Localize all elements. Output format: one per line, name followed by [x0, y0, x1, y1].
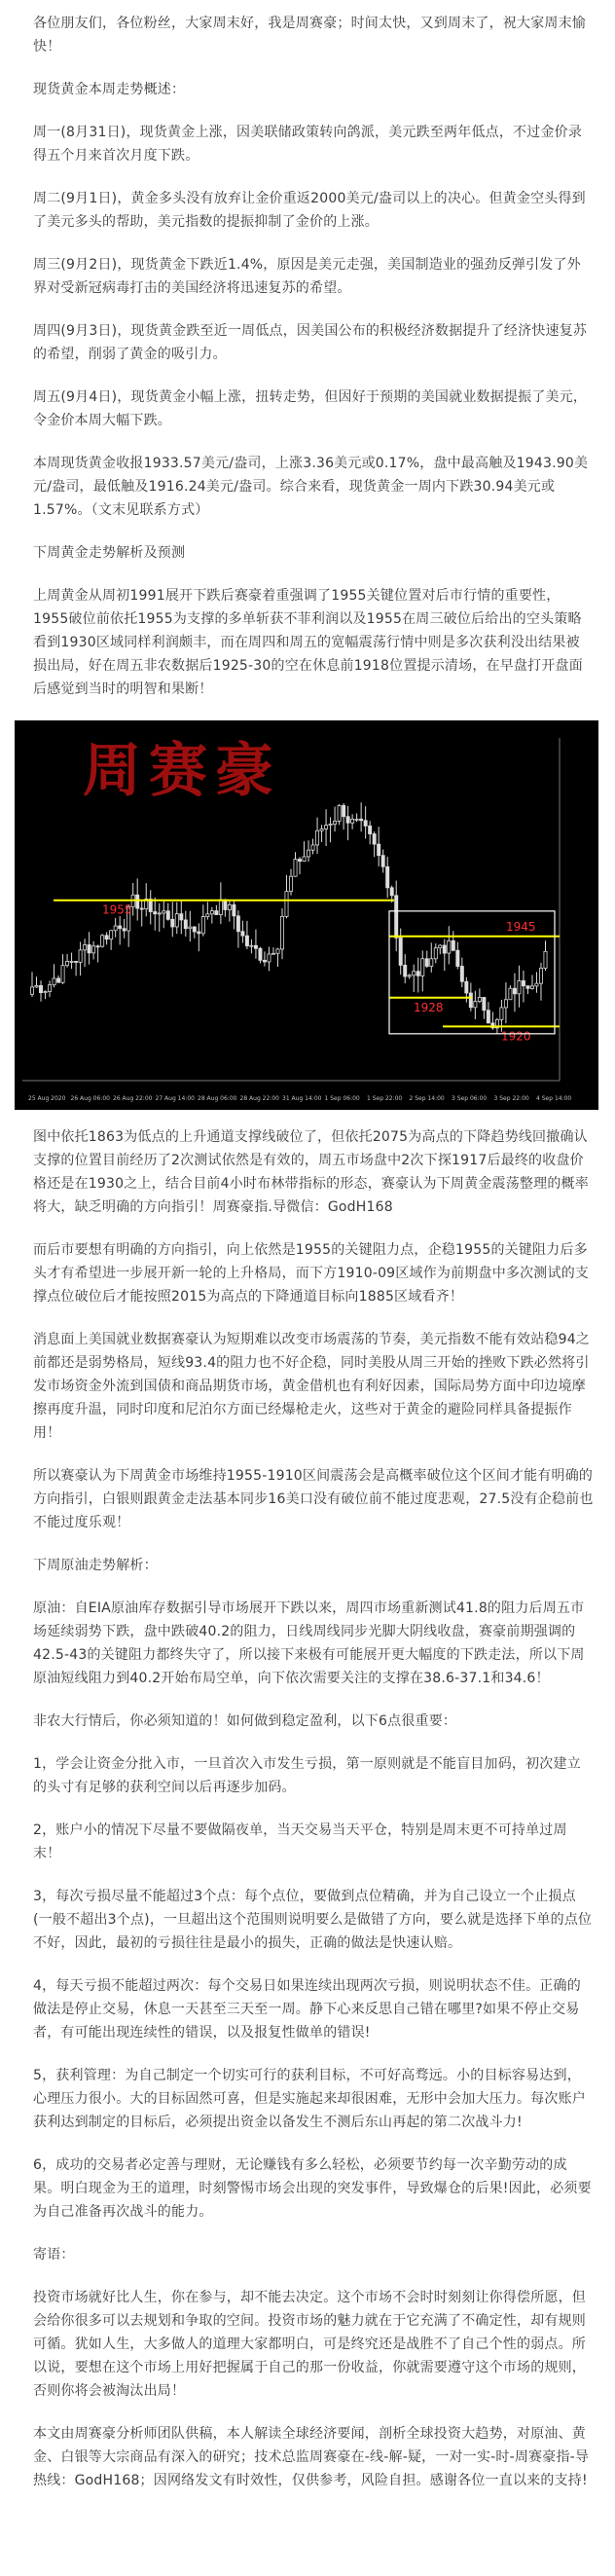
- article-paragraph: 消息面上美国就业数据赛豪认为短期难以改变市场震荡的节奏，美元指数不能有效站稳94之前都还是弱势格局，短线93.4的阻力也不好企稳，同时美股从周三开始的挫败下跌必然将引发市场资金外流到国债和商品期货市场，黄金借机也有利好因素，国际局势方面中印边境摩擦再度升温，同时印度和尼泊尔方面已经爆枪走火，这些对于黄金的避险同样具备提振作用！: [33, 1332, 591, 1441]
- candle-body: [276, 949, 279, 953]
- candle-body: [430, 959, 433, 967]
- article-paragraph: 寄语：: [33, 2247, 75, 2263]
- candle-body: [228, 904, 231, 909]
- article-bottom-section: [33, 1125, 594, 2492]
- article-paragraph: 本文由周赛豪分析师团队供稿，本人解读全球经济要闻，剖析全球投资大趋势，对原油、黄金、白银等大宗商品有深入的研究；技术总监周赛豪在-线-解-疑，一对一实-时-周赛豪指-导热线：GodH168；因网络发文有时效性，仅供参考，风险自担。感谢各位一直以来的支持!: [33, 2426, 590, 2488]
- candle-body: [343, 805, 345, 816]
- x-tick-label: 3 Sep 22:00: [493, 1095, 529, 1102]
- candle-body: [79, 950, 82, 962]
- candle-body: [206, 914, 209, 917]
- candle-body: [53, 978, 55, 985]
- candle-body: [285, 892, 288, 917]
- article-paragraph: 6，成功的交易者必定善与理财，无论赚钱有多么轻松，必须要节约每一次辛勤劳动的成果。明白现金为王的道理，时刻警惕市场会出现的突发事件，导致爆仓的后果!因此，必须要为自己准备再次战斗的能力。: [33, 2157, 592, 2220]
- candle-body: [346, 817, 349, 823]
- candle-body: [373, 834, 376, 845]
- article-paragraph: 原油：自EIA原油库存数据引导市场展开下跌以来，周四市场重新测试41.8的阻力后周五市场延续弱势下跌，盘中跌破40.2的阻力，日线周线同步光脚大阴线收盘，赛豪前期强调的42.5-43的关键阻力都终失守了，所以接下来极有可能展开更大幅度的下跌走法，所以下周原油短线阻力到40.2开始布局空单，向下依次需要关注的支撑在38.6-37.1和34.6！: [33, 1601, 585, 1686]
- article-paragraph: 非农大行情后，你必须知道的！如何做到稳定盈利，以下6点很重要：: [33, 1713, 457, 1729]
- article-paragraph: 上周黄金从周初1991展开下跌后赛豪着重强调了1955关键位置对后市行情的重要性，1955破位前依托1955为支撑的多单斩获不菲利润以及1955在周三破位后给出的空头策略看到1930区域同样利润颇丰，而在周四和周五的宽幅震荡行情中则是多次获利没出结果被损出局，好在周五非农数据后1925-30的空在休息前1918位置提示清场，在早盘打开盘面后感觉到当时的明智和果断！: [33, 588, 583, 697]
- candle-body: [303, 857, 306, 862]
- level-label-1945: 1945: [506, 919, 536, 934]
- candle-body: [163, 911, 165, 913]
- candle-body: [448, 940, 451, 953]
- level-label-1920: 1920: [501, 1029, 531, 1044]
- candle-body: [399, 938, 402, 965]
- candle-body: [92, 946, 95, 953]
- article-paragraph: 5，获利管理：为自己制定一个切实可行的获利目标，不可好高骛远。小的目标容易达到，心理压力很小。大的目标固然可喜，但是实施起来却很困难，无形中会加大压力。每次账户获利达到制定的目标后，必须提出资金以备发生不测后东山再起的第二次战斗力!: [33, 2068, 586, 2130]
- candle-body: [522, 980, 525, 985]
- candle-body: [390, 888, 393, 896]
- candle-body: [307, 850, 309, 857]
- candle-body: [61, 966, 64, 983]
- candle-body: [48, 985, 51, 992]
- candle-body: [381, 856, 384, 867]
- x-tick-label: 1 Sep 06:00: [324, 1095, 360, 1102]
- candle-body: [280, 916, 283, 949]
- article-paragraph: 周四(9月3日)，现货黄金跌至近一周低点，因美国公布的积极经济数据提升了经济快速复苏的希望，削弱了黄金的吸引力。: [33, 323, 588, 362]
- candle-body: [136, 895, 139, 908]
- x-tick-label: 4 Sep 14:00: [536, 1095, 572, 1102]
- candle-body: [425, 959, 428, 967]
- candle-body: [44, 992, 47, 993]
- article-paragraph: 图中依托1863为低点的上升通道支撑线破位了，但依托2075为高点的下降趋势线回撤确认支撑的位置目前经历了2次测试依然是有效的，周五市场盘中2次下探1917后最终的收盘价格还是在1930之上，结合目前4小时布林带指标的形态，赛豪认为下周黄金震荡整理的概率将大，缺乏明确的方向指引！周赛豪指.导微信：GodH168: [33, 1129, 589, 1215]
- candle-body: [351, 819, 354, 823]
- candle-body: [289, 876, 292, 891]
- candle-body: [469, 993, 472, 1008]
- candle-body: [65, 961, 68, 965]
- candle-body: [338, 805, 341, 821]
- candle-body: [210, 911, 213, 914]
- article-paragraph: 而后市要想有明确的方向指引，向上依然是1955的关键阻力点，企稳1955的关键阻力后多头才有希望进一步展开新一轮的上升格局，而下方1910-09区域作为前期盘中多次测试的支撑点位破位后才能按照2015为高点的下降通道目标向1885区域看齐！: [33, 1242, 590, 1305]
- article-paragraph: 现货黄金本周走势概述：: [33, 82, 186, 97]
- candle-body: [119, 926, 122, 929]
- candle-body: [171, 919, 174, 927]
- candle-body: [198, 932, 200, 934]
- candle-body: [408, 975, 411, 976]
- candle-body: [509, 988, 512, 1000]
- candle-body: [474, 1002, 477, 1008]
- x-tick-label: 25 Aug 2020: [28, 1095, 66, 1102]
- gold-price-chart: [15, 720, 598, 1110]
- candle-body: [241, 932, 244, 936]
- candle-body: [158, 913, 161, 914]
- candle-body: [443, 945, 446, 953]
- candle-body: [215, 911, 218, 915]
- candle-body: [483, 997, 486, 1010]
- article-paragraph: 本周现货黄金收报1933.57美元/盎司，上涨3.36美元或0.17%，盘中最高触及1943.90美元/盎司，最低触及1916.24美元/盎司。综合来看，现货黄金一周内下跌30.94美元或1.57%。（文末见联系方式）: [33, 456, 589, 518]
- article-paragraph: 下周黄金走势解析及预测: [33, 545, 186, 561]
- candle-body: [364, 821, 367, 827]
- candle-body: [96, 946, 99, 947]
- candle-body: [154, 911, 157, 913]
- candle-body: [254, 945, 257, 948]
- candle-body: [513, 988, 516, 994]
- candle-body: [123, 929, 126, 931]
- candle-body: [201, 917, 204, 934]
- candle-body: [294, 860, 297, 877]
- candle-body: [518, 980, 521, 993]
- level-label-1955: 1955: [102, 902, 132, 917]
- candle-body: [219, 900, 222, 914]
- candle-body: [487, 1011, 489, 1023]
- candle-body: [535, 983, 538, 986]
- candle-body: [298, 860, 301, 862]
- candle-body: [250, 945, 253, 946]
- candle-body: [140, 908, 143, 909]
- candle-body: [421, 959, 424, 976]
- article-paragraph: 周五(9月4日)，现货黄金小幅上涨，扭转走势，但因好于预期的美国就业数据提振了美元，令金价本周大幅下跌。: [33, 389, 588, 428]
- candle-body: [245, 936, 248, 945]
- candle-body: [268, 954, 271, 962]
- candle-body: [236, 916, 239, 932]
- candle-body: [378, 844, 380, 856]
- candle-body: [360, 819, 363, 820]
- candle-body: [395, 896, 398, 938]
- candle-body: [175, 914, 178, 927]
- candle-body: [539, 969, 542, 984]
- candle-body: [329, 825, 332, 826]
- candle-body: [452, 940, 454, 950]
- x-tick-label: 2 Sep 14:00: [409, 1095, 445, 1102]
- candle-body: [311, 845, 314, 850]
- x-tick-label: 31 Aug 14:00: [282, 1095, 322, 1102]
- candle-body: [386, 866, 389, 888]
- candle-body: [434, 948, 437, 959]
- candle-body: [110, 931, 113, 939]
- candle-body: [180, 914, 183, 920]
- x-tick-label: 28 Aug 22:00: [239, 1095, 279, 1102]
- level-label-1928: 1928: [414, 1000, 444, 1014]
- candle-body: [315, 830, 318, 845]
- x-tick-label: 27 Aug 14:00: [155, 1095, 195, 1102]
- candle-body: [70, 961, 73, 962]
- x-tick-label: 26 Aug 06:00: [70, 1095, 110, 1102]
- article-paragraph: 2，账户小的情况下尽量不要做隔夜单，当天交易当天平仓，特别是周末更不可持单过周末！: [33, 1822, 567, 1861]
- candle-body: [114, 926, 117, 931]
- candle-body: [75, 961, 78, 962]
- candle-body: [404, 965, 407, 976]
- candle-body: [478, 997, 481, 1001]
- candle-body: [35, 985, 38, 986]
- candle-body: [456, 950, 459, 966]
- candle-body: [101, 936, 104, 946]
- article-paragraph: 周一(8月31日)，现货黄金上涨，因美联储政策转向鸽派，美元跌至两年低点，不过金价录得五个月来首次月度下跌。: [33, 125, 583, 164]
- article-paragraph: 下周原油走势解析：: [33, 1558, 158, 1573]
- candle-body: [526, 986, 529, 989]
- candle-body: [166, 911, 169, 920]
- article-paragraph: 3，每次亏损尽量不能超过3个点：每个点位，要做到点位精确，并为自己设立一个止损点(一般不超出3个点)，一旦超出这个范围则说明要么是做错了方向，要么就是选择下单的点位不好，因此，最初的亏损往往是最小的损失，正确的做法是快速认赔。: [33, 1889, 593, 1951]
- candle-body: [193, 927, 196, 932]
- candle-body: [320, 828, 323, 830]
- candle-body: [105, 936, 108, 939]
- candle-body: [460, 967, 463, 982]
- candle-body: [413, 972, 416, 975]
- candle-body: [30, 987, 33, 994]
- candle-body: [324, 826, 327, 829]
- chart-watermark: 周赛豪: [83, 737, 281, 805]
- candle-body: [84, 945, 87, 950]
- article-paragraph: 1，学会让资金分批入市，一旦首次入市发生亏损，第一原则就是不能盲目加码，初次建立的头寸有足够的获利空间以后再逐步加码。: [33, 1756, 581, 1795]
- candle-body: [500, 1008, 503, 1019]
- x-tick-label: 3 Sep 06:00: [452, 1095, 488, 1102]
- candle-body: [530, 986, 533, 988]
- candle-body: [88, 945, 90, 953]
- article-paragraph: 投资市场就好比人生，你在参与，却不能去决定。这个市场不会时时刻刻让你得偿所愿，但会给你很多可以去规划和争取的空间。投资市场的魅力就在于它充满了不确定性，却有规则可循。犹如人生，大多做人的道理大家都明白，可是终究还是战胜不了自己个性的弱点。所以说，要想在这个市场上用好把握属于自己的那一份收益，你就需要遵守这个市场的规则，否则你将会被淘汰出局！: [33, 2290, 586, 2399]
- candle-body: [544, 951, 547, 968]
- article-top-section: [33, 12, 594, 701]
- candle-body: [334, 821, 337, 824]
- candle-body: [465, 981, 468, 993]
- article-paragraph: 周二(9月1日)，黄金多头没有放弃让金价重返2000美元/盎司以上的决心。但黄金空头得到了美元多头的帮助，美元指数的提振抑制了金价的上涨。: [33, 191, 586, 230]
- candle-body: [184, 920, 187, 929]
- candle-body: [263, 960, 266, 962]
- article-paragraph: 各位朋友们，各位粉丝，大家周末好，我是周赛豪；时间太快，又到周末了，祝大家周末愉快！: [33, 16, 586, 55]
- candle-body: [189, 927, 192, 929]
- article-paragraph: 周三(9月2日)，现货黄金下跌近1.4%，原因是美元走强，美国制造业的强劲反弹引发了外界对受新冠病毒打击的美国经济将迅速复苏的希望。: [33, 257, 581, 296]
- candle-body: [416, 972, 419, 976]
- candle-body: [355, 819, 358, 820]
- candle-body: [439, 945, 442, 948]
- x-tick-label: 28 Aug 06:00: [198, 1095, 237, 1102]
- candle-body: [56, 978, 59, 982]
- article-paragraph: 4，每天亏损不能超过两次：每个交易日如果连续出现两次亏损，则说明状态不佳。正确的做法是停止交易，休息一天甚至三天至一周。静下心来反思自己错在哪里?如果不停止交易者，有可能出现连续性的错误，以及报复性做单的错误!: [33, 1978, 581, 2041]
- candle-body: [271, 953, 274, 954]
- candle-body: [504, 1000, 507, 1008]
- article-paragraph: 所以赛豪认为下周黄金市场维持1955-1910区间震荡会是高概率破位这个区间才能有明确的方向指引，白银则跟黄金走法基本同步16美口没有破位前不能过度悲观，27.5没有企稳前也不能过度乐观！: [33, 1468, 594, 1530]
- candle-body: [233, 904, 235, 915]
- candle-body: [259, 948, 262, 960]
- candle-body: [369, 826, 372, 833]
- x-tick-label: 1 Sep 22:00: [367, 1095, 403, 1102]
- candle-body: [39, 985, 42, 992]
- x-tick-label: 26 Aug 22:00: [113, 1095, 153, 1102]
